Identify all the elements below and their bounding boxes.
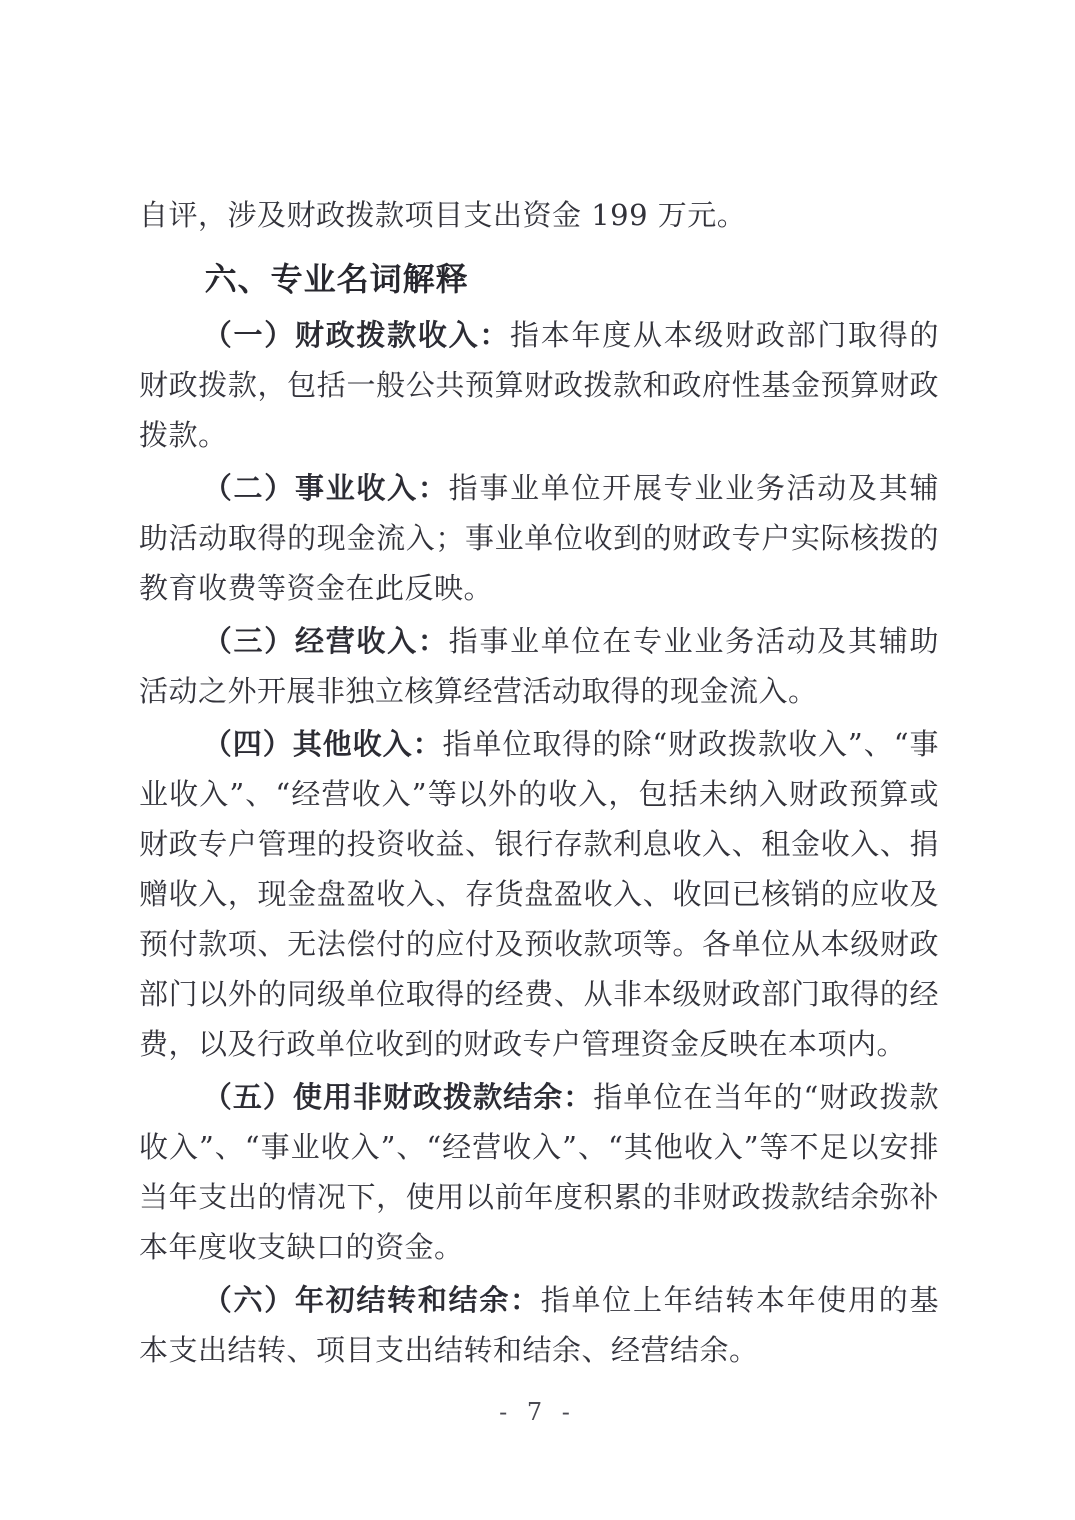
term-body-5: 指单位在当年的“财政拨款收入”、“事业收入”、“经营收入”、“其他收入”等不足以安排当年支出的情况下，使用以前年度积累的非财政拨款结余弥补本年度收支缺口的资金。 (139, 1080, 939, 1264)
term-body-1: 指本年度从本级财政部门取得的财政拨款，包括一般公共预算财政拨款和政府性基金预算财政拨款。 (139, 318, 939, 452)
document-content (139, 190, 939, 1378)
term-definition-1 (139, 310, 939, 460)
page-number: - 7 - (499, 1398, 576, 1426)
term-body-6: 指单位上年结转本年使用的基本支出结转、项目支出结转和结余、经营结余。 (139, 1283, 939, 1367)
section-heading: 六、专业名词解释 (204, 260, 469, 298)
term-name-6: （六）年初结转和结余： (202, 1283, 541, 1317)
term-definition-5 (139, 1072, 939, 1272)
term-name-4: （四）其他收入： (202, 727, 443, 761)
term-body-4: 指单位取得的除“财政拨款收入”、“事业收入”、“经营收入”等以外的收入，包括未纳入财政预算或财政专户管理的投资收益、银行存款利息收入、租金收入、捐赠收入，现金盘盈收入、存货盘盈收入、收回已核销的应收及预付款项、无法偿付的应付及预收款项等。各单位从本级财政部门以外的同级单位取得的经费、从非本级财政部门取得的经费，以及行政单位收到的财政专户管理资金反映在本项内。 (139, 727, 939, 1061)
term-name-1: （一）财政拨款收入： (202, 318, 511, 352)
term-name-2: （二）事业收入： (202, 471, 449, 505)
term-definition-2 (139, 463, 939, 613)
term-name-3: （三）经营收入： (202, 624, 449, 658)
term-definition-3 (139, 616, 939, 716)
term-body-3: 指事业单位在专业业务活动及其辅助活动之外开展非独立核算经营活动取得的现金流入。 (139, 624, 939, 708)
term-body-2: 指事业单位开展专业业务活动及其辅助活动取得的现金流入；事业单位收到的财政专户实际核拨的教育收费等资金在此反映。 (139, 471, 939, 605)
term-definition-4 (139, 719, 939, 1069)
paragraph-continuation: 自评，涉及财政拨款项目支出资金 199 万元。 (139, 198, 747, 232)
term-definition-6 (139, 1275, 939, 1375)
term-name-5: （五）使用非财政拨款结余： (202, 1080, 594, 1114)
